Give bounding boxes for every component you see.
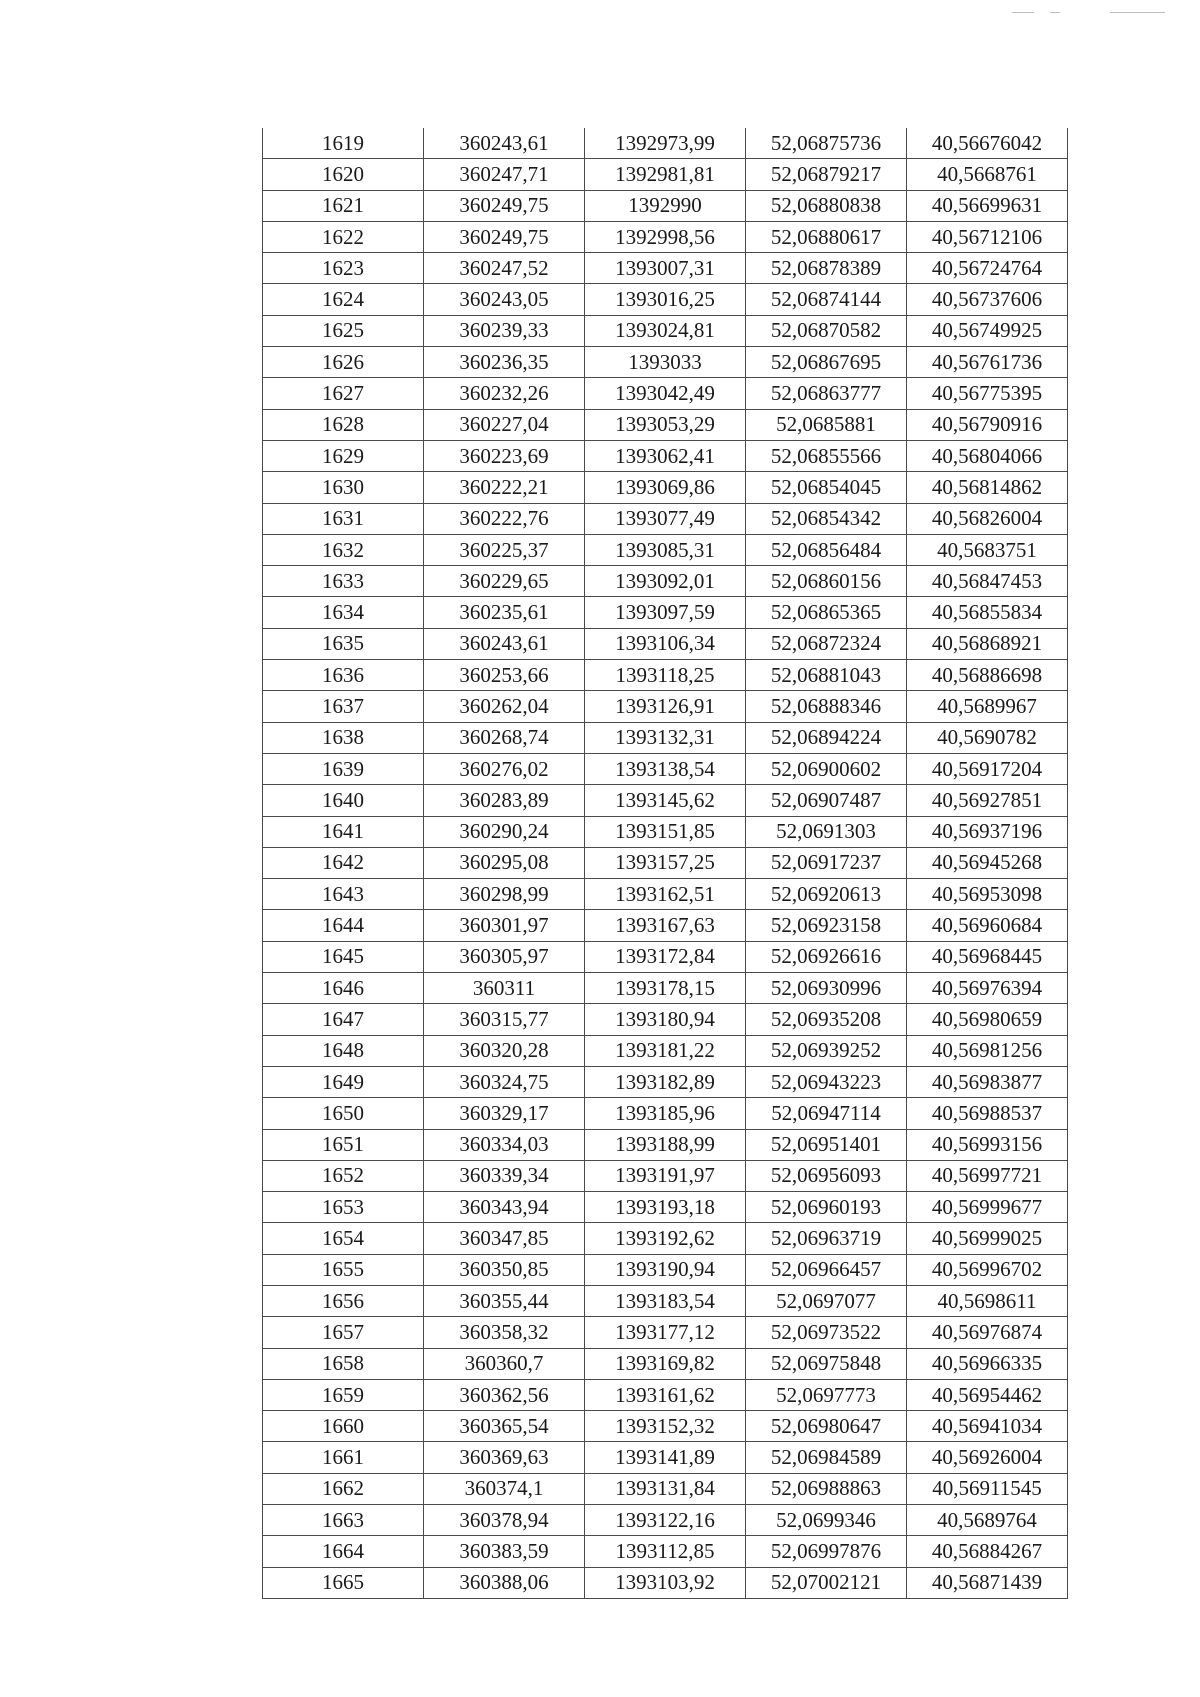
x-coordinate-cell: 360311: [424, 973, 585, 1004]
point-number-cell: 1655: [263, 1254, 424, 1285]
x-coordinate-cell: 360222,76: [424, 503, 585, 534]
x-coordinate-cell: 360329,17: [424, 1098, 585, 1129]
point-number-cell: 1665: [263, 1567, 424, 1598]
table-row: [263, 503, 1068, 534]
table-row: [263, 1285, 1068, 1316]
y-coordinate-cell: 1393177,12: [585, 1317, 746, 1348]
table-row: [263, 1223, 1068, 1254]
y-coordinate-cell: 1393162,51: [585, 879, 746, 910]
longitude-cell: 40,56966335: [907, 1348, 1068, 1379]
x-coordinate-cell: 360305,97: [424, 941, 585, 972]
latitude-cell: 52,06879217: [746, 159, 907, 190]
latitude-cell: 52,06920613: [746, 879, 907, 910]
y-coordinate-cell: 1393042,49: [585, 378, 746, 409]
x-coordinate-cell: 360320,28: [424, 1035, 585, 1066]
point-number-cell: 1641: [263, 816, 424, 847]
longitude-cell: 40,56926004: [907, 1442, 1068, 1473]
x-coordinate-cell: 360339,34: [424, 1160, 585, 1191]
point-number-cell: 1642: [263, 847, 424, 878]
latitude-cell: 52,0691303: [746, 816, 907, 847]
table-row: [263, 378, 1068, 409]
coordinates-table: [262, 128, 1068, 1599]
table-row: [263, 1473, 1068, 1504]
point-number-cell: 1633: [263, 566, 424, 597]
x-coordinate-cell: 360268,74: [424, 722, 585, 753]
y-coordinate-cell: 1393053,29: [585, 409, 746, 440]
x-coordinate-cell: 360362,56: [424, 1379, 585, 1410]
y-coordinate-cell: 1393188,99: [585, 1129, 746, 1160]
x-coordinate-cell: 360225,37: [424, 534, 585, 565]
y-coordinate-cell: 1393161,62: [585, 1379, 746, 1410]
y-coordinate-cell: 1393033: [585, 347, 746, 378]
table-row: [263, 816, 1068, 847]
y-coordinate-cell: 1393182,89: [585, 1066, 746, 1097]
latitude-cell: 52,06935208: [746, 1004, 907, 1035]
point-number-cell: 1654: [263, 1223, 424, 1254]
x-coordinate-cell: 360249,75: [424, 190, 585, 221]
x-coordinate-cell: 360383,59: [424, 1536, 585, 1567]
latitude-cell: 52,06980647: [746, 1411, 907, 1442]
y-coordinate-cell: 1393172,84: [585, 941, 746, 972]
point-number-cell: 1635: [263, 628, 424, 659]
table-row: [263, 1035, 1068, 1066]
table-row: [263, 1317, 1068, 1348]
table-row: [263, 1004, 1068, 1035]
longitude-cell: 40,5683751: [907, 534, 1068, 565]
longitude-cell: 40,56855834: [907, 597, 1068, 628]
x-coordinate-cell: 360301,97: [424, 910, 585, 941]
point-number-cell: 1657: [263, 1317, 424, 1348]
latitude-cell: 52,06943223: [746, 1066, 907, 1097]
table-row: [263, 973, 1068, 1004]
latitude-cell: 52,06880838: [746, 190, 907, 221]
latitude-cell: 52,06973522: [746, 1317, 907, 1348]
y-coordinate-cell: 1393193,18: [585, 1192, 746, 1223]
longitude-cell: 40,56712106: [907, 221, 1068, 252]
longitude-cell: 40,5689967: [907, 691, 1068, 722]
point-number-cell: 1622: [263, 221, 424, 252]
x-coordinate-cell: 360374,1: [424, 1473, 585, 1504]
longitude-cell: 40,56847453: [907, 566, 1068, 597]
table-row: [263, 190, 1068, 221]
latitude-cell: 52,06863777: [746, 378, 907, 409]
latitude-cell: 52,06878389: [746, 253, 907, 284]
latitude-cell: 52,06988863: [746, 1473, 907, 1504]
y-coordinate-cell: 1393131,84: [585, 1473, 746, 1504]
latitude-cell: 52,07002121: [746, 1567, 907, 1598]
point-number-cell: 1623: [263, 253, 424, 284]
table-row: [263, 128, 1068, 159]
latitude-cell: 52,06926616: [746, 941, 907, 972]
table-row: [263, 440, 1068, 471]
point-number-cell: 1648: [263, 1035, 424, 1066]
longitude-cell: 40,56983877: [907, 1066, 1068, 1097]
table-row: [263, 1411, 1068, 1442]
longitude-cell: 40,56997721: [907, 1160, 1068, 1191]
point-number-cell: 1628: [263, 409, 424, 440]
x-coordinate-cell: 360350,85: [424, 1254, 585, 1285]
longitude-cell: 40,56886698: [907, 660, 1068, 691]
longitude-cell: 40,56826004: [907, 503, 1068, 534]
scan-artifact: [1012, 12, 1034, 13]
longitude-cell: 40,56814862: [907, 472, 1068, 503]
longitude-cell: 40,56954462: [907, 1379, 1068, 1410]
y-coordinate-cell: 1393016,25: [585, 284, 746, 315]
x-coordinate-cell: 360369,63: [424, 1442, 585, 1473]
longitude-cell: 40,56911545: [907, 1473, 1068, 1504]
y-coordinate-cell: 1393103,92: [585, 1567, 746, 1598]
table-row: [263, 753, 1068, 784]
longitude-cell: 40,56699631: [907, 190, 1068, 221]
longitude-cell: 40,56960684: [907, 910, 1068, 941]
x-coordinate-cell: 360324,75: [424, 1066, 585, 1097]
y-coordinate-cell: 1393077,49: [585, 503, 746, 534]
y-coordinate-cell: 1393178,15: [585, 973, 746, 1004]
x-coordinate-cell: 360378,94: [424, 1505, 585, 1536]
x-coordinate-cell: 360243,61: [424, 128, 585, 159]
point-number-cell: 1650: [263, 1098, 424, 1129]
y-coordinate-cell: 1393190,94: [585, 1254, 746, 1285]
table-row: [263, 1505, 1068, 1536]
x-coordinate-cell: 360347,85: [424, 1223, 585, 1254]
point-number-cell: 1652: [263, 1160, 424, 1191]
longitude-cell: 40,56871439: [907, 1567, 1068, 1598]
y-coordinate-cell: 1393169,82: [585, 1348, 746, 1379]
y-coordinate-cell: 1393192,62: [585, 1223, 746, 1254]
y-coordinate-cell: 1393126,91: [585, 691, 746, 722]
y-coordinate-cell: 1393092,01: [585, 566, 746, 597]
longitude-cell: 40,5668761: [907, 159, 1068, 190]
y-coordinate-cell: 1393152,32: [585, 1411, 746, 1442]
table-row: [263, 566, 1068, 597]
point-number-cell: 1634: [263, 597, 424, 628]
x-coordinate-cell: 360247,52: [424, 253, 585, 284]
point-number-cell: 1658: [263, 1348, 424, 1379]
x-coordinate-cell: 360276,02: [424, 753, 585, 784]
point-number-cell: 1627: [263, 378, 424, 409]
point-number-cell: 1653: [263, 1192, 424, 1223]
latitude-cell: 52,06854045: [746, 472, 907, 503]
latitude-cell: 52,06894224: [746, 722, 907, 753]
x-coordinate-cell: 360365,54: [424, 1411, 585, 1442]
table-row: [263, 1442, 1068, 1473]
x-coordinate-cell: 360223,69: [424, 440, 585, 471]
latitude-cell: 52,06956093: [746, 1160, 907, 1191]
table-row: [263, 1192, 1068, 1223]
latitude-cell: 52,06854342: [746, 503, 907, 534]
latitude-cell: 52,06855566: [746, 440, 907, 471]
point-number-cell: 1621: [263, 190, 424, 221]
x-coordinate-cell: 360315,77: [424, 1004, 585, 1035]
latitude-cell: 52,06975848: [746, 1348, 907, 1379]
y-coordinate-cell: 1392990: [585, 190, 746, 221]
longitude-cell: 40,56981256: [907, 1035, 1068, 1066]
table-row: [263, 1348, 1068, 1379]
table-row: [263, 1254, 1068, 1285]
latitude-cell: 52,06880617: [746, 221, 907, 252]
latitude-cell: 52,06966457: [746, 1254, 907, 1285]
longitude-cell: 40,56804066: [907, 440, 1068, 471]
latitude-cell: 52,06930996: [746, 973, 907, 1004]
y-coordinate-cell: 1392998,56: [585, 221, 746, 252]
table-row: [263, 660, 1068, 691]
longitude-cell: 40,56790916: [907, 409, 1068, 440]
latitude-cell: 52,06917237: [746, 847, 907, 878]
x-coordinate-cell: 360229,65: [424, 566, 585, 597]
x-coordinate-cell: 360247,71: [424, 159, 585, 190]
point-number-cell: 1662: [263, 1473, 424, 1504]
table-row: [263, 347, 1068, 378]
longitude-cell: 40,56980659: [907, 1004, 1068, 1035]
y-coordinate-cell: 1393138,54: [585, 753, 746, 784]
table-row: [263, 409, 1068, 440]
latitude-cell: 52,0685881: [746, 409, 907, 440]
point-number-cell: 1640: [263, 785, 424, 816]
y-coordinate-cell: 1393112,85: [585, 1536, 746, 1567]
x-coordinate-cell: 360227,04: [424, 409, 585, 440]
longitude-cell: 40,56999677: [907, 1192, 1068, 1223]
latitude-cell: 52,06947114: [746, 1098, 907, 1129]
latitude-cell: 52,0699346: [746, 1505, 907, 1536]
point-number-cell: 1649: [263, 1066, 424, 1097]
latitude-cell: 52,06865365: [746, 597, 907, 628]
point-number-cell: 1656: [263, 1285, 424, 1316]
table-row: [263, 941, 1068, 972]
x-coordinate-cell: 360360,7: [424, 1348, 585, 1379]
y-coordinate-cell: 1393191,97: [585, 1160, 746, 1191]
latitude-cell: 52,06872324: [746, 628, 907, 659]
point-number-cell: 1637: [263, 691, 424, 722]
scan-artifact: [1110, 12, 1165, 13]
table-row: [263, 1129, 1068, 1160]
x-coordinate-cell: 360236,35: [424, 347, 585, 378]
point-number-cell: 1651: [263, 1129, 424, 1160]
coordinates-table-body: [263, 128, 1068, 1598]
x-coordinate-cell: 360222,21: [424, 472, 585, 503]
x-coordinate-cell: 360355,44: [424, 1285, 585, 1316]
latitude-cell: 52,06984589: [746, 1442, 907, 1473]
table-row: [263, 159, 1068, 190]
x-coordinate-cell: 360243,05: [424, 284, 585, 315]
point-number-cell: 1632: [263, 534, 424, 565]
latitude-cell: 52,06888346: [746, 691, 907, 722]
point-number-cell: 1660: [263, 1411, 424, 1442]
table-row: [263, 628, 1068, 659]
point-number-cell: 1659: [263, 1379, 424, 1410]
x-coordinate-cell: 360295,08: [424, 847, 585, 878]
y-coordinate-cell: 1393069,86: [585, 472, 746, 503]
point-number-cell: 1624: [263, 284, 424, 315]
longitude-cell: 40,56976874: [907, 1317, 1068, 1348]
latitude-cell: 52,06907487: [746, 785, 907, 816]
longitude-cell: 40,56937196: [907, 816, 1068, 847]
longitude-cell: 40,5689764: [907, 1505, 1068, 1536]
y-coordinate-cell: 1393106,34: [585, 628, 746, 659]
y-coordinate-cell: 1393167,63: [585, 910, 746, 941]
x-coordinate-cell: 360298,99: [424, 879, 585, 910]
table-row: [263, 284, 1068, 315]
latitude-cell: 52,06900602: [746, 753, 907, 784]
latitude-cell: 52,06881043: [746, 660, 907, 691]
table-row: [263, 472, 1068, 503]
longitude-cell: 40,56917204: [907, 753, 1068, 784]
point-number-cell: 1646: [263, 973, 424, 1004]
y-coordinate-cell: 1393157,25: [585, 847, 746, 878]
table-row: [263, 691, 1068, 722]
y-coordinate-cell: 1393097,59: [585, 597, 746, 628]
y-coordinate-cell: 1393118,25: [585, 660, 746, 691]
table-row: [263, 534, 1068, 565]
longitude-cell: 40,56737606: [907, 284, 1068, 315]
y-coordinate-cell: 1392973,99: [585, 128, 746, 159]
x-coordinate-cell: 360358,32: [424, 1317, 585, 1348]
y-coordinate-cell: 1393007,31: [585, 253, 746, 284]
table-row: [263, 1098, 1068, 1129]
x-coordinate-cell: 360262,04: [424, 691, 585, 722]
longitude-cell: 40,56993156: [907, 1129, 1068, 1160]
table-row: [263, 1066, 1068, 1097]
longitude-cell: 40,56988537: [907, 1098, 1068, 1129]
y-coordinate-cell: 1393181,22: [585, 1035, 746, 1066]
point-number-cell: 1644: [263, 910, 424, 941]
longitude-cell: 40,5698611: [907, 1285, 1068, 1316]
y-coordinate-cell: 1393145,62: [585, 785, 746, 816]
point-number-cell: 1645: [263, 941, 424, 972]
table-row: [263, 879, 1068, 910]
longitude-cell: 40,56968445: [907, 941, 1068, 972]
table-row: [263, 910, 1068, 941]
y-coordinate-cell: 1393183,54: [585, 1285, 746, 1316]
longitude-cell: 40,56941034: [907, 1411, 1068, 1442]
point-number-cell: 1661: [263, 1442, 424, 1473]
latitude-cell: 52,06870582: [746, 315, 907, 346]
longitude-cell: 40,56868921: [907, 628, 1068, 659]
table-row: [263, 1567, 1068, 1598]
table-row: [263, 1379, 1068, 1410]
point-number-cell: 1647: [263, 1004, 424, 1035]
y-coordinate-cell: 1393132,31: [585, 722, 746, 753]
longitude-cell: 40,56884267: [907, 1536, 1068, 1567]
latitude-cell: 52,06951401: [746, 1129, 907, 1160]
longitude-cell: 40,56749925: [907, 315, 1068, 346]
point-number-cell: 1629: [263, 440, 424, 471]
x-coordinate-cell: 360243,61: [424, 628, 585, 659]
table-row: [263, 253, 1068, 284]
x-coordinate-cell: 360239,33: [424, 315, 585, 346]
latitude-cell: 52,0697077: [746, 1285, 907, 1316]
table-row: [263, 1536, 1068, 1567]
latitude-cell: 52,06860156: [746, 566, 907, 597]
latitude-cell: 52,06874144: [746, 284, 907, 315]
latitude-cell: 52,06923158: [746, 910, 907, 941]
y-coordinate-cell: 1393122,16: [585, 1505, 746, 1536]
latitude-cell: 52,06963719: [746, 1223, 907, 1254]
longitude-cell: 40,5690782: [907, 722, 1068, 753]
x-coordinate-cell: 360232,26: [424, 378, 585, 409]
latitude-cell: 52,06856484: [746, 534, 907, 565]
x-coordinate-cell: 360290,24: [424, 816, 585, 847]
table-row: [263, 315, 1068, 346]
y-coordinate-cell: 1393024,81: [585, 315, 746, 346]
point-number-cell: 1636: [263, 660, 424, 691]
longitude-cell: 40,56945268: [907, 847, 1068, 878]
latitude-cell: 52,06960193: [746, 1192, 907, 1223]
longitude-cell: 40,56775395: [907, 378, 1068, 409]
x-coordinate-cell: 360283,89: [424, 785, 585, 816]
table-row: [263, 847, 1068, 878]
y-coordinate-cell: 1393151,85: [585, 816, 746, 847]
y-coordinate-cell: 1393085,31: [585, 534, 746, 565]
latitude-cell: 52,06875736: [746, 128, 907, 159]
latitude-cell: 52,06939252: [746, 1035, 907, 1066]
point-number-cell: 1626: [263, 347, 424, 378]
x-coordinate-cell: 360388,06: [424, 1567, 585, 1598]
point-number-cell: 1625: [263, 315, 424, 346]
point-number-cell: 1631: [263, 503, 424, 534]
table-row: [263, 221, 1068, 252]
x-coordinate-cell: 360253,66: [424, 660, 585, 691]
longitude-cell: 40,56996702: [907, 1254, 1068, 1285]
point-number-cell: 1620: [263, 159, 424, 190]
y-coordinate-cell: 1393180,94: [585, 1004, 746, 1035]
point-number-cell: 1630: [263, 472, 424, 503]
y-coordinate-cell: 1393185,96: [585, 1098, 746, 1129]
table-row: [263, 722, 1068, 753]
point-number-cell: 1663: [263, 1505, 424, 1536]
longitude-cell: 40,56724764: [907, 253, 1068, 284]
point-number-cell: 1643: [263, 879, 424, 910]
x-coordinate-cell: 360334,03: [424, 1129, 585, 1160]
y-coordinate-cell: 1393141,89: [585, 1442, 746, 1473]
y-coordinate-cell: 1393062,41: [585, 440, 746, 471]
table-row: [263, 785, 1068, 816]
table-row: [263, 1160, 1068, 1191]
longitude-cell: 40,56999025: [907, 1223, 1068, 1254]
longitude-cell: 40,56676042: [907, 128, 1068, 159]
table-row: [263, 597, 1068, 628]
x-coordinate-cell: 360343,94: [424, 1192, 585, 1223]
latitude-cell: 52,06867695: [746, 347, 907, 378]
longitude-cell: 40,56976394: [907, 973, 1068, 1004]
x-coordinate-cell: 360235,61: [424, 597, 585, 628]
point-number-cell: 1619: [263, 128, 424, 159]
x-coordinate-cell: 360249,75: [424, 221, 585, 252]
point-number-cell: 1664: [263, 1536, 424, 1567]
scan-artifact: [1050, 12, 1060, 13]
latitude-cell: 52,06997876: [746, 1536, 907, 1567]
point-number-cell: 1639: [263, 753, 424, 784]
longitude-cell: 40,56927851: [907, 785, 1068, 816]
point-number-cell: 1638: [263, 722, 424, 753]
y-coordinate-cell: 1392981,81: [585, 159, 746, 190]
longitude-cell: 40,56953098: [907, 879, 1068, 910]
longitude-cell: 40,56761736: [907, 347, 1068, 378]
latitude-cell: 52,0697773: [746, 1379, 907, 1410]
